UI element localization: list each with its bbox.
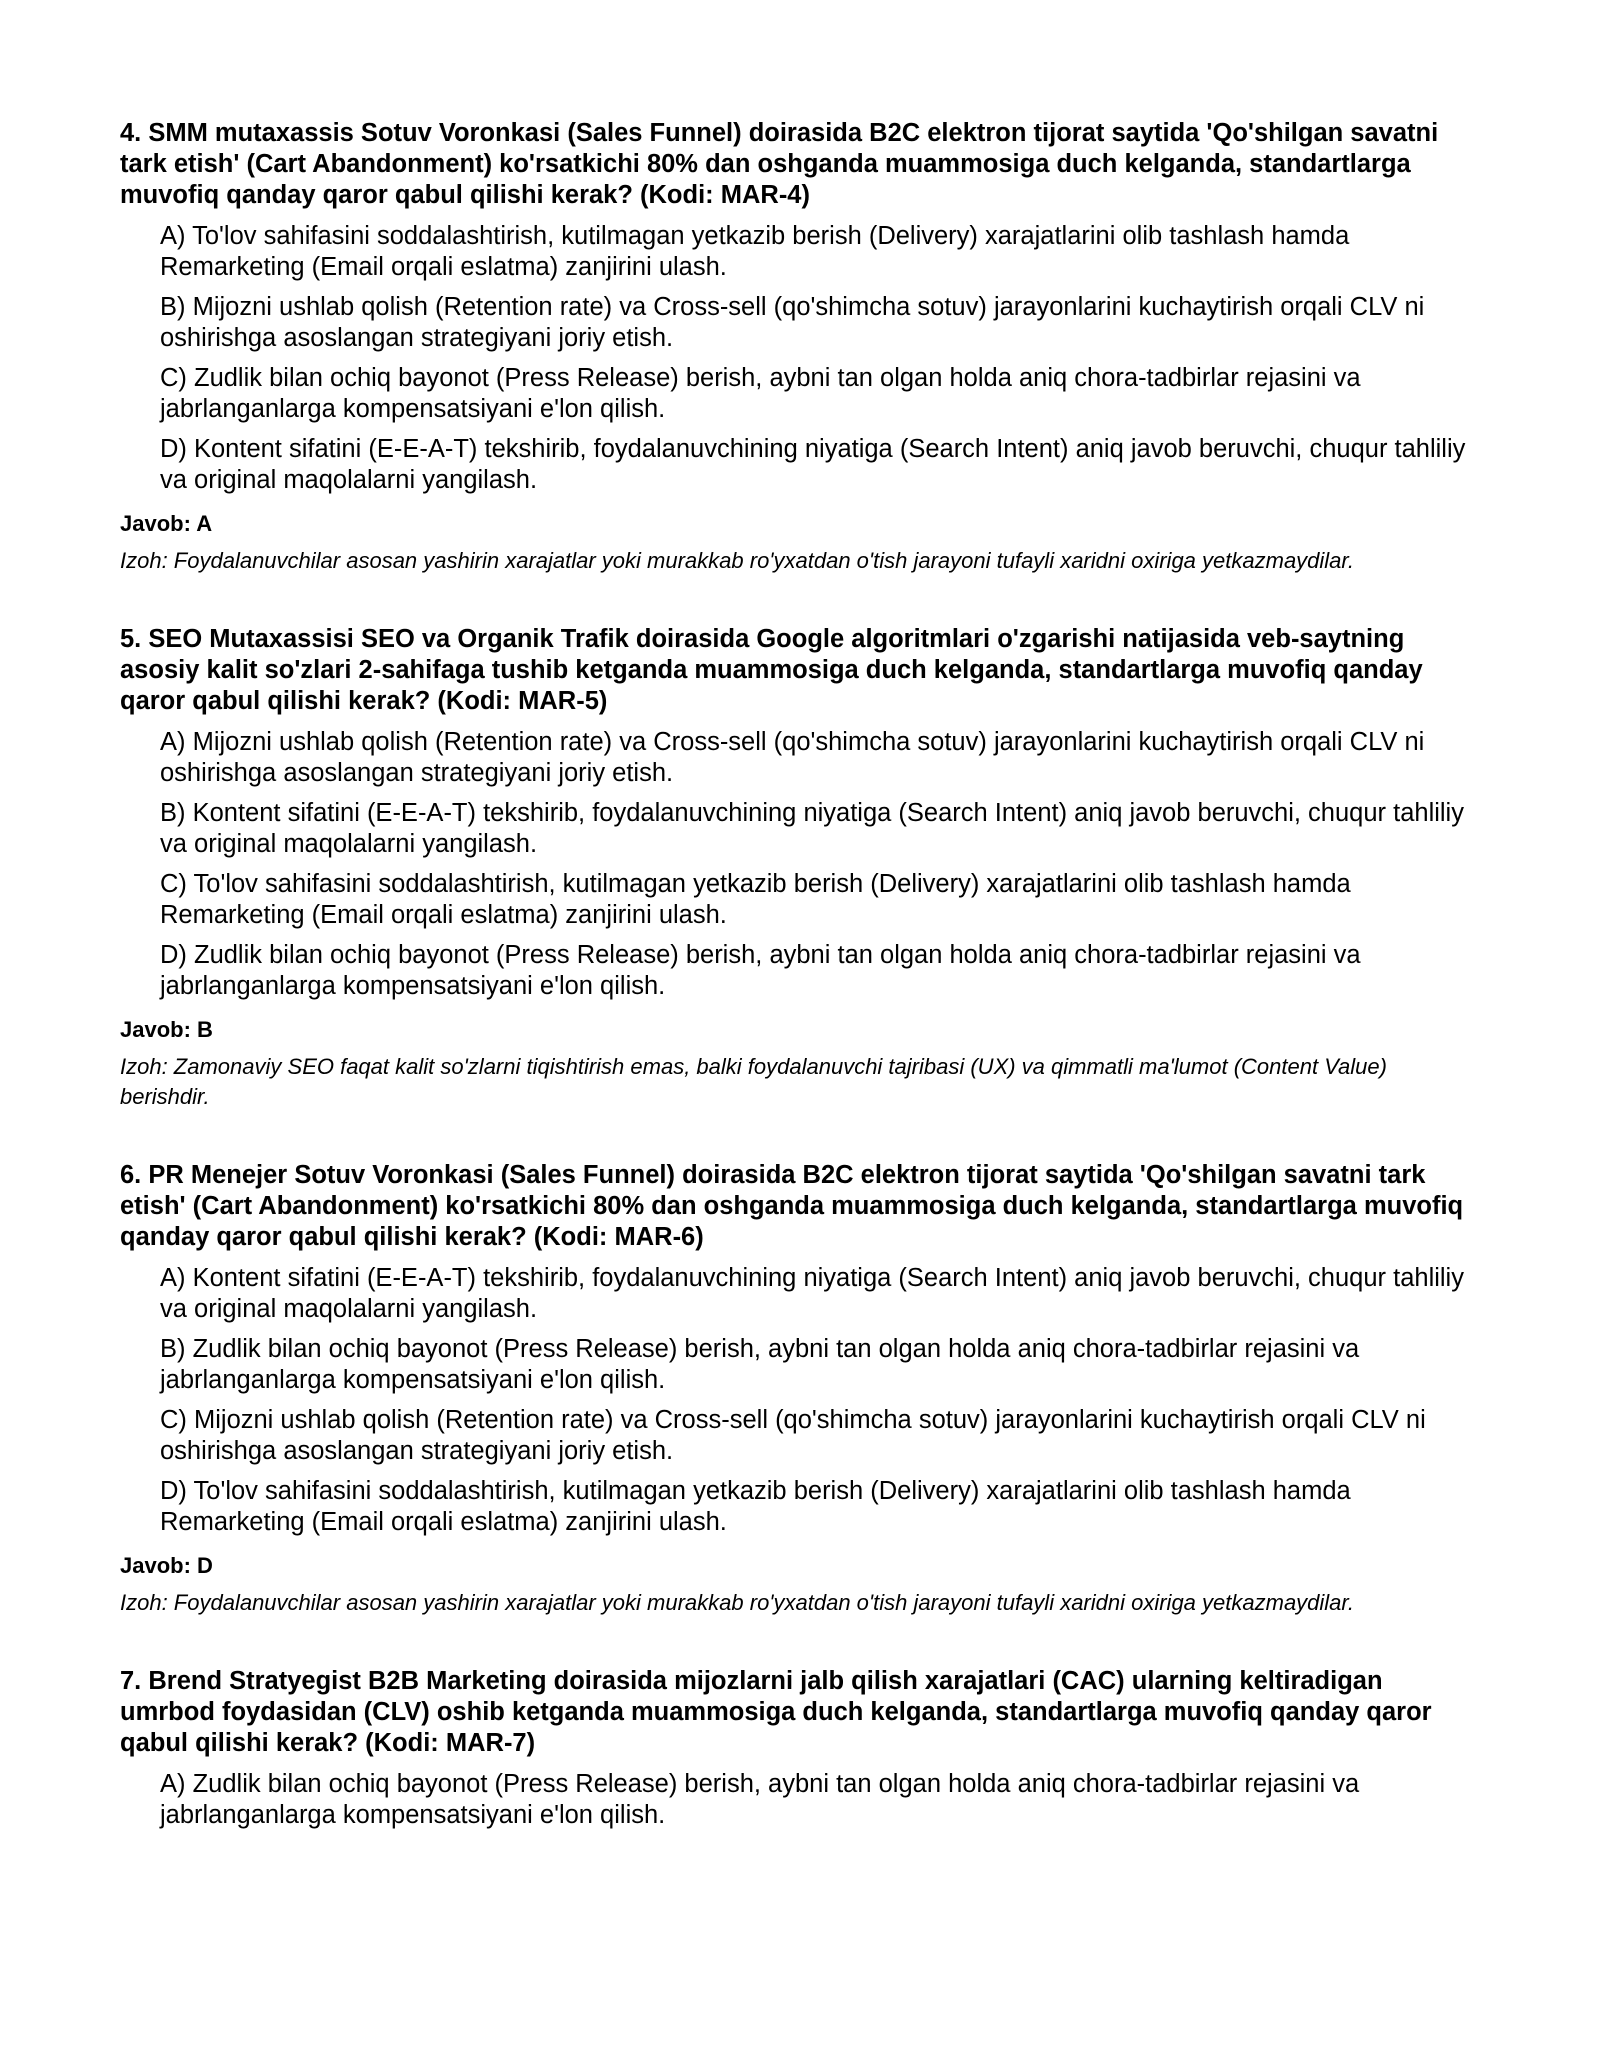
option-a: A) Zudlik bilan ochiq bayonot (Press Release) berish, aybni tan olgan holda aniq chora-tadbirlar rejasini va jabrlanganlarga kompensatsiyani e'lon qilish. [160, 1770, 1360, 1829]
option-list [160, 221, 1480, 496]
question-block [120, 624, 1480, 1112]
option-a: A) To'lov sahifasini soddalashtirish, kutilmagan yetkazib berish (Delivery) xarajatlarini olib tashlash hamda Remarketing (Email orqali eslatma) zanjirini ulash. [160, 222, 1350, 281]
answer-label: Javob: A [120, 511, 213, 536]
option-d: D) Kontent sifatini (E-E-A-T) tekshirib, foydalanuvchining niyatiga (Search Intent) aniq javob beruvchi, chuqur tahliliy va original maqolalarni yangilash. [160, 435, 1466, 494]
explanation-note: Izoh: Zamonaviy SEO faqat kalit so'zlarni tiqishtirish emas, balki foydalanuvchi tajribasi (UX) va qimmatli ma'lumot (Content Value) berishdir. [120, 1054, 1387, 1109]
option-list [160, 727, 1480, 1002]
option-list [160, 1769, 1480, 1831]
explanation-note: Izoh: Foydalanuvchilar asosan yashirin xarajatlar yoki murakkab ro'yxatdan o'tish jarayoni tufayli xaridni oxiriga yetkazmaydilar. [120, 1590, 1355, 1615]
question-text: 4. SMM mutaxassis Sotuv Voronkasi (Sales Funnel) doirasida B2C elektron tijorat saytida 'Qo'shilgan savatni tark etish' (Cart Abandonment) ko'rsatkichi 80% dan oshganda muammosiga duch kelganda, standartlarga muvofiq qanday qaror qabul qilishi kerak? (Kodi: MAR-4) [120, 119, 1439, 209]
explanation-note: Izoh: Foydalanuvchilar asosan yashirin xarajatlar yoki murakkab ro'yxatdan o'tish jarayoni tufayli xaridni oxiriga yetkazmaydilar. [120, 548, 1355, 573]
question-text: 7. Brend Stratyegist B2B Marketing doirasida mijozlarni jalb qilish xarajatlari (CAC) ularning keltiradigan umrbod foydasidan (CLV) oshib ketganda muammosiga duch kelganda, standartlarga muvofiq qanday qaror qabul qilishi kerak? (Kodi: MAR-7) [120, 1667, 1432, 1757]
option-b: B) Kontent sifatini (E-E-A-T) tekshirib, foydalanuvchining niyatiga (Search Intent) aniq javob beruvchi, chuqur tahliliy va original maqolalarni yangilash. [160, 799, 1464, 858]
option-list [160, 1263, 1480, 1538]
option-d: D) To'lov sahifasini soddalashtirish, kutilmagan yetkazib berish (Delivery) xarajatlarini olib tashlash hamda Remarketing (Email orqali eslatma) zanjirini ulash. [160, 1477, 1351, 1536]
question-block [120, 118, 1480, 576]
option-b: B) Mijozni ushlab qolish (Retention rate) va Cross-sell (qo'shimcha sotuv) jarayonlarini kuchaytirish orqali CLV ni oshirishga asoslangan strategiyani joriy etish. [160, 293, 1425, 352]
option-a: A) Mijozni ushlab qolish (Retention rate) va Cross-sell (qo'shimcha sotuv) jarayonlarini kuchaytirish orqali CLV ni oshirishga asoslangan strategiyani joriy etish. [160, 728, 1425, 787]
answer-label: Javob: D [120, 1553, 213, 1578]
question-text: 5. SEO Mutaxassisi SEO va Organik Trafik doirasida Google algoritmlari o'zgarishi natijasida veb-saytning asosiy kalit so'zlari 2-sahifaga tushib ketganda muammosiga duch kelganda, standartlarga muvofiq qanday qaror qabul qilishi kerak? (Kodi: MAR-5) [120, 625, 1423, 715]
option-d: D) Zudlik bilan ochiq bayonot (Press Release) berish, aybni tan olgan holda aniq chora-tadbirlar rejasini va jabrlanganlarga kompensatsiyani e'lon qilish. [160, 941, 1361, 1000]
option-a: A) Kontent sifatini (E-E-A-T) tekshirib, foydalanuvchining niyatiga (Search Intent) aniq javob beruvchi, chuqur tahliliy va original maqolalarni yangilash. [160, 1264, 1464, 1323]
option-c: C) Zudlik bilan ochiq bayonot (Press Release) berish, aybni tan olgan holda aniq chora-tadbirlar rejasini va jabrlanganlarga kompensatsiyani e'lon qilish. [160, 364, 1361, 423]
question-block [120, 1160, 1480, 1618]
option-c: C) Mijozni ushlab qolish (Retention rate) va Cross-sell (qo'shimcha sotuv) jarayonlarini kuchaytirish orqali CLV ni oshirishga asoslangan strategiyani joriy etish. [160, 1406, 1426, 1465]
document-page [120, 118, 1480, 1879]
question-block [120, 1666, 1480, 1831]
option-c: C) To'lov sahifasini soddalashtirish, kutilmagan yetkazib berish (Delivery) xarajatlarini olib tashlash hamda Remarketing (Email orqali eslatma) zanjirini ulash. [160, 870, 1351, 929]
answer-label: Javob: B [120, 1017, 213, 1042]
option-b: B) Zudlik bilan ochiq bayonot (Press Release) berish, aybni tan olgan holda aniq chora-tadbirlar rejasini va jabrlanganlarga kompensatsiyani e'lon qilish. [160, 1335, 1360, 1394]
question-text: 6. PR Menejer Sotuv Voronkasi (Sales Funnel) doirasida B2C elektron tijorat saytida 'Qo'shilgan savatni tark etish' (Cart Abandonment) ko'rsatkichi 80% dan oshganda muammosiga duch kelganda, standartlarga muvofiq qanday qaror qabul qilishi kerak? (Kodi: MAR-6) [120, 1161, 1464, 1251]
